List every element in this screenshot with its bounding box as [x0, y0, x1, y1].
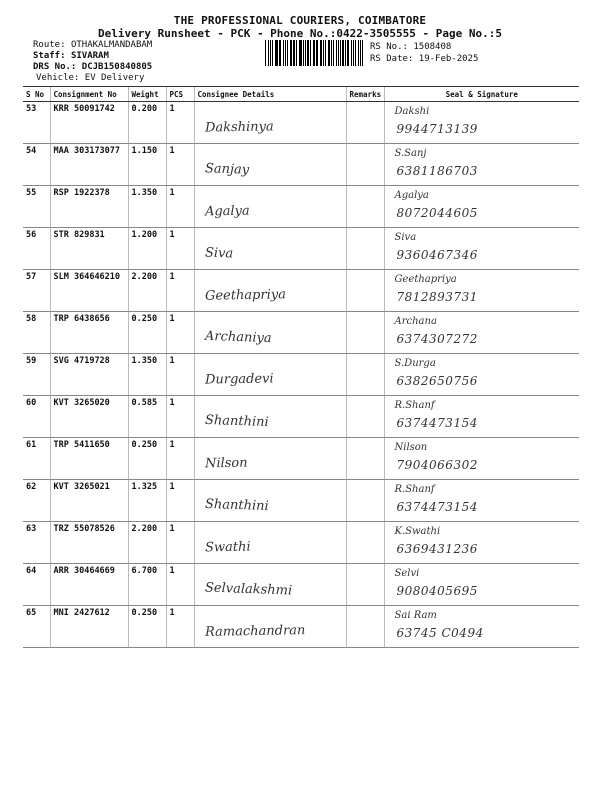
signature-handwritten: S.Durga [394, 358, 436, 369]
cell-consignee [194, 522, 346, 564]
cell-pcs: 1 [166, 312, 194, 354]
consignee-name-handwritten: Archaniya [204, 328, 272, 347]
cell-consignment-no: MAA 303173077 [50, 144, 128, 186]
col-header-pcs: PCS [166, 87, 194, 102]
phone-handwritten: 9080405695 [396, 584, 478, 598]
table-row [23, 606, 579, 648]
table-row [23, 270, 579, 312]
cell-signature [384, 186, 579, 228]
rs-date-label: RS Date: [370, 54, 414, 64]
cell-consignee [194, 228, 346, 270]
cell-consignment-no: TRP 6438656 [50, 312, 128, 354]
cell-remarks [346, 564, 384, 606]
cell-signature [384, 564, 579, 606]
signature-handwritten: Dakshi [394, 106, 430, 117]
consignee-name-handwritten: Agalya [204, 203, 250, 220]
cell-pcs: 1 [166, 564, 194, 606]
cell-pcs: 1 [166, 354, 194, 396]
cell-weight: 1.350 [128, 354, 166, 396]
table-header-row [23, 87, 579, 102]
phone-handwritten: 7812893731 [396, 290, 478, 304]
phone-handwritten: 6369431236 [396, 542, 478, 556]
cell-sno: 53 [23, 102, 50, 144]
cell-pcs: 1 [166, 438, 194, 480]
table-row [23, 522, 579, 564]
route-label: Route: [33, 40, 66, 50]
cell-signature [384, 480, 579, 522]
cell-consignee [194, 270, 346, 312]
cell-remarks [346, 606, 384, 648]
cell-signature [384, 354, 579, 396]
cell-remarks [346, 270, 384, 312]
col-header-remarks: Remarks [346, 87, 384, 102]
cell-weight: 0.200 [128, 102, 166, 144]
cell-signature [384, 144, 579, 186]
cell-consignment-no: SVG 4719728 [50, 354, 128, 396]
cell-remarks [346, 228, 384, 270]
cell-sno: 59 [23, 354, 50, 396]
cell-remarks [346, 522, 384, 564]
cell-remarks [346, 480, 384, 522]
consignee-name-handwritten: Geethapriya [204, 287, 286, 304]
cell-consignee [194, 606, 346, 648]
cell-weight: 1.150 [128, 144, 166, 186]
table-row [23, 144, 579, 186]
cell-sno: 61 [23, 438, 50, 480]
consignee-name-handwritten: Dakshinya [204, 119, 274, 136]
cell-weight: 1.325 [128, 480, 166, 522]
cell-consignee [194, 354, 346, 396]
cell-pcs: 1 [166, 270, 194, 312]
cell-consignment-no: KVT 3265021 [50, 480, 128, 522]
cell-weight: 0.585 [128, 396, 166, 438]
staff-line [33, 51, 109, 61]
consignee-name-handwritten: Nilson [204, 455, 248, 472]
phone-handwritten: 63745 C0494 [396, 626, 484, 640]
cell-consignment-no: KRR 50091742 [50, 102, 128, 144]
cell-weight: 6.700 [128, 564, 166, 606]
cell-consignment-no: ARR 30464669 [50, 564, 128, 606]
cell-remarks [346, 144, 384, 186]
consignee-name-handwritten: Durgadevi [204, 371, 274, 388]
staff-label: Staff: [33, 51, 66, 61]
cell-pcs: 1 [166, 144, 194, 186]
cell-signature [384, 438, 579, 480]
col-header-sno: S No [23, 87, 50, 102]
drs-label: DRS No.: [33, 62, 77, 72]
table-row [23, 228, 579, 270]
phone-handwritten: 6374307272 [396, 332, 478, 346]
cell-consignment-no: TRP 5411650 [50, 438, 128, 480]
cell-consignee [194, 144, 346, 186]
runsheet-subtitle: Delivery Runsheet - PCK - Phone No.:0422-3505555 - Page No.:5 [98, 27, 502, 40]
consignee-name-handwritten: Ramachandran [204, 623, 305, 640]
vehicle-line [36, 73, 144, 83]
col-header-signature: Seal & Signature [384, 87, 579, 102]
cell-consignee [194, 438, 346, 480]
table-row [23, 396, 579, 438]
signature-handwritten: R.Shanf [394, 400, 435, 411]
signature-handwritten: Agalya [394, 190, 429, 201]
cell-pcs: 1 [166, 522, 194, 564]
col-header-weight: Weight [128, 87, 166, 102]
cell-weight: 1.350 [128, 186, 166, 228]
table-row [23, 438, 579, 480]
cell-signature [384, 606, 579, 648]
vehicle-value: EV Delivery [84, 73, 145, 83]
cell-sno: 65 [23, 606, 50, 648]
signature-handwritten: Sai Ram [394, 610, 437, 621]
barcode [265, 40, 365, 66]
cell-remarks [346, 102, 384, 144]
cell-sno: 54 [23, 144, 50, 186]
table-row [23, 354, 579, 396]
cell-consignment-no: MNI 2427612 [50, 606, 128, 648]
cell-remarks [346, 312, 384, 354]
cell-signature [384, 102, 579, 144]
consignee-name-handwritten: Siva [204, 245, 233, 262]
staff-value: SIVARAM [70, 51, 109, 61]
cell-sno: 58 [23, 312, 50, 354]
cell-consignment-no: RSP 1922378 [50, 186, 128, 228]
consignee-name-handwritten: Shanthini [204, 496, 269, 515]
cell-consignee [194, 186, 346, 228]
cell-signature [384, 522, 579, 564]
signature-handwritten: Archana [394, 316, 437, 327]
table-row [23, 312, 579, 354]
signature-handwritten: R.Shanf [394, 484, 435, 495]
rs-no-value: 1508408 [413, 42, 452, 52]
cell-consignment-no: TRZ 55078526 [50, 522, 128, 564]
cell-weight: 2.200 [128, 270, 166, 312]
phone-handwritten: 6381186703 [396, 164, 478, 178]
cell-consignee [194, 564, 346, 606]
cell-weight: 0.250 [128, 606, 166, 648]
cell-remarks [346, 186, 384, 228]
consignee-name-handwritten: Swathi [204, 539, 251, 556]
cell-pcs: 1 [166, 228, 194, 270]
vehicle-label: Vehicle: [36, 73, 80, 83]
cell-weight: 2.200 [128, 522, 166, 564]
cell-sno: 62 [23, 480, 50, 522]
cell-sno: 60 [23, 396, 50, 438]
cell-remarks [346, 438, 384, 480]
drs-line [33, 62, 152, 72]
cell-sno: 64 [23, 564, 50, 606]
cell-remarks [346, 354, 384, 396]
route-value: OTHAKALMANDABAM [70, 40, 153, 50]
rs-no-line [370, 42, 451, 52]
cell-pcs: 1 [166, 606, 194, 648]
company-title: THE PROFESSIONAL COURIERS, COIMBATORE [173, 14, 427, 27]
cell-consignee [194, 480, 346, 522]
rs-no-label: RS No.: [370, 42, 408, 52]
cell-weight: 1.200 [128, 228, 166, 270]
signature-handwritten: S.Sanj [394, 148, 427, 159]
cell-pcs: 1 [166, 102, 194, 144]
consignee-name-handwritten: Selvalakshmi [204, 580, 292, 599]
signature-handwritten: Selvi [394, 568, 420, 579]
signature-handwritten: Nilson [394, 442, 428, 453]
cell-signature [384, 228, 579, 270]
cell-sno: 63 [23, 522, 50, 564]
phone-handwritten: 8072044605 [396, 206, 478, 220]
cell-pcs: 1 [166, 396, 194, 438]
cell-sno: 57 [23, 270, 50, 312]
cell-weight: 0.250 [128, 438, 166, 480]
cell-consignee [194, 312, 346, 354]
cell-consignment-no: KVT 3265020 [50, 396, 128, 438]
cell-consignee [194, 102, 346, 144]
table-row [23, 480, 579, 522]
cell-remarks [346, 396, 384, 438]
cell-signature [384, 270, 579, 312]
cell-pcs: 1 [166, 186, 194, 228]
phone-handwritten: 6374473154 [396, 416, 478, 430]
table-row [23, 186, 579, 228]
route-line [33, 40, 152, 50]
cell-sno: 56 [23, 228, 50, 270]
phone-handwritten: 6382650756 [396, 374, 478, 388]
consignee-name-handwritten: Sanjay [204, 161, 249, 178]
cell-signature [384, 396, 579, 438]
rs-date-value: 19-Feb-2025 [418, 54, 479, 64]
drs-value: DCJB150840805 [81, 62, 153, 72]
signature-handwritten: K.Swathi [394, 526, 441, 537]
cell-consignee [194, 396, 346, 438]
col-header-consignee: Consignee Details [194, 87, 346, 102]
cell-signature [384, 312, 579, 354]
col-header-consignment: Consignment No [50, 87, 128, 102]
runsheet-table [23, 86, 579, 648]
phone-handwritten: 9360467346 [396, 248, 478, 262]
table-row [23, 564, 579, 606]
rs-date-line [370, 54, 478, 64]
consignee-name-handwritten: Shanthini [204, 412, 269, 431]
phone-handwritten: 6374473154 [396, 500, 478, 514]
signature-handwritten: Siva [394, 232, 417, 243]
phone-handwritten: 9944713139 [396, 122, 478, 136]
cell-sno: 55 [23, 186, 50, 228]
table-row [23, 102, 579, 144]
cell-consignment-no: STR 829831 [50, 228, 128, 270]
cell-weight: 0.250 [128, 312, 166, 354]
cell-pcs: 1 [166, 480, 194, 522]
phone-handwritten: 7904066302 [396, 458, 478, 472]
signature-handwritten: Geethapriya [394, 274, 457, 285]
cell-consignment-no: SLM 364646210 [50, 270, 128, 312]
